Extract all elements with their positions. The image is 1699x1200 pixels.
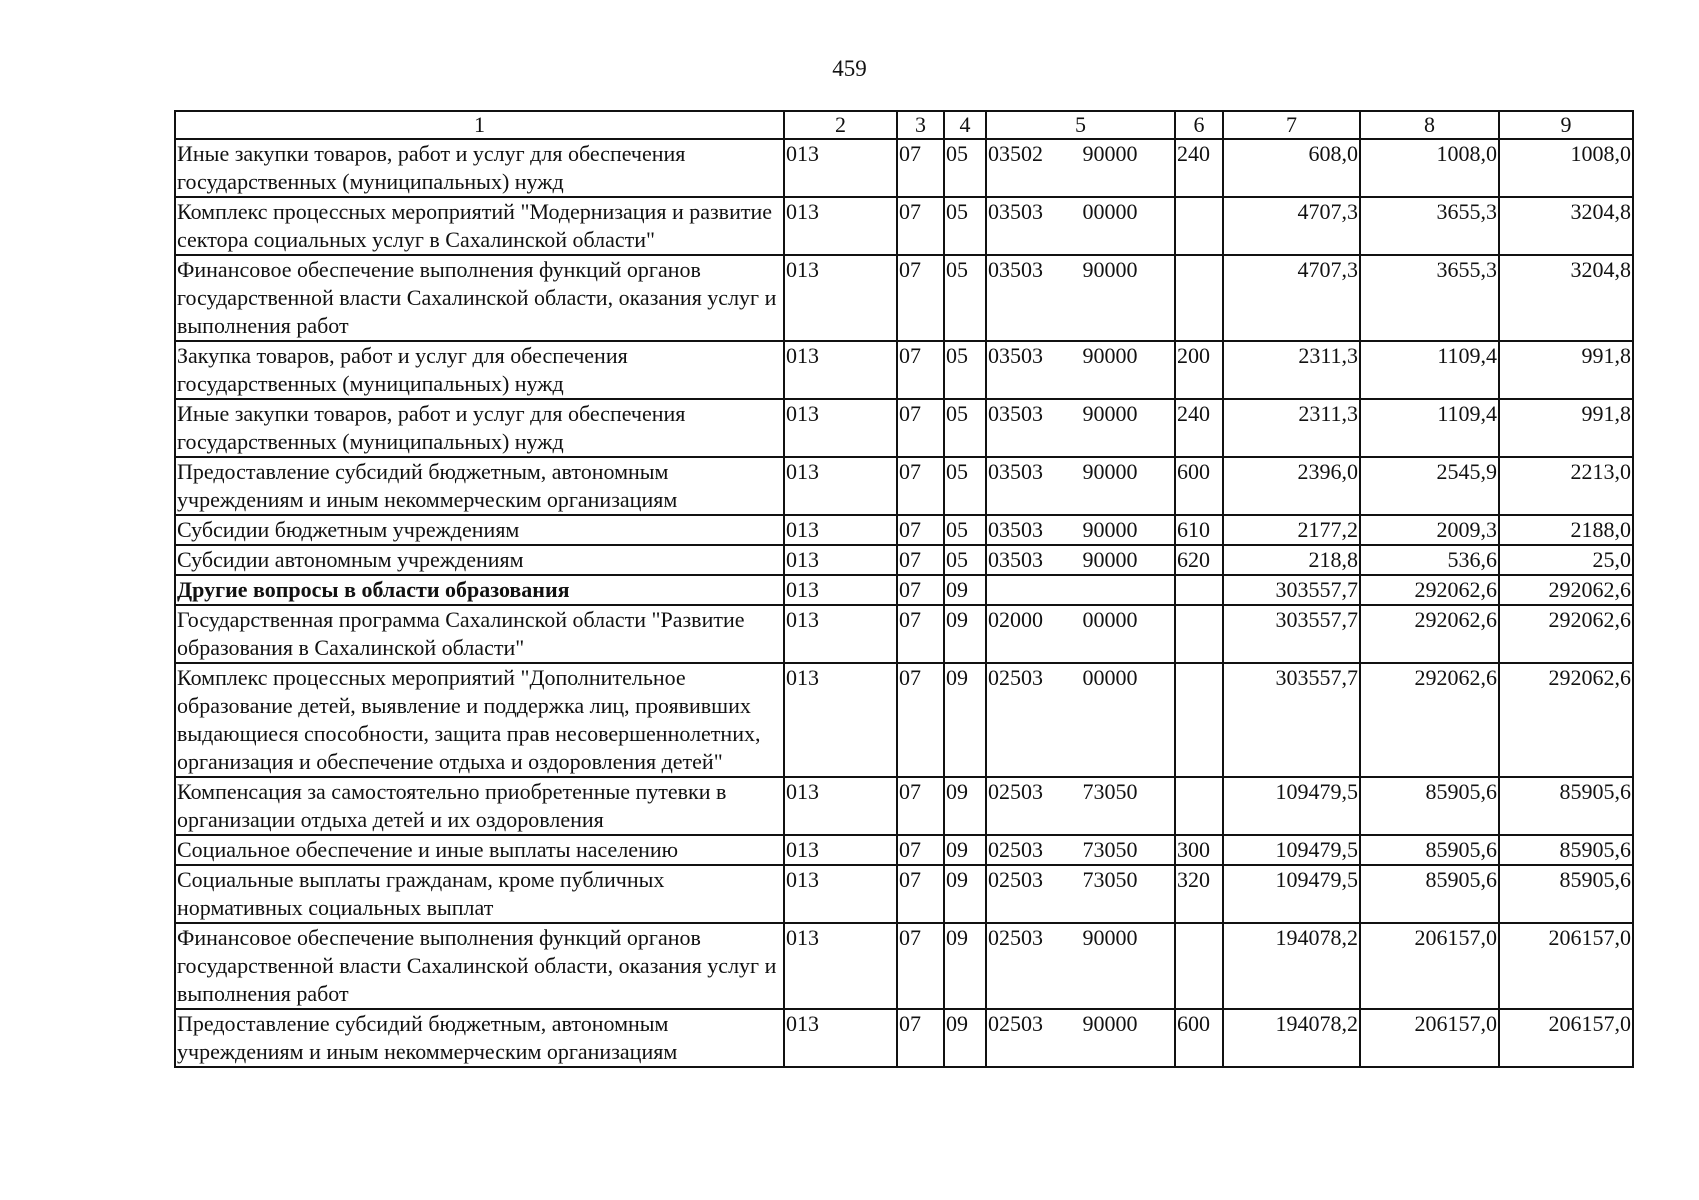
amount-year-2: 206157,0: [1360, 923, 1499, 1009]
code-section: 07: [897, 777, 944, 835]
column-number-row: [175, 111, 1633, 139]
target-article-direction: 90000: [1082, 141, 1138, 166]
row-description: Предоставление субсидий бюджетным, автономным учреждениям и иным некоммерческим организациям: [175, 457, 784, 515]
code-section: 07: [897, 835, 944, 865]
code-subsection: 09: [944, 1009, 986, 1067]
code-expense-type: 620: [1175, 545, 1223, 575]
amount-year-3: 3204,8: [1499, 197, 1633, 255]
code-section: 07: [897, 865, 944, 923]
target-article-direction: 73050: [1082, 837, 1138, 862]
amount-year-2: 1109,4: [1360, 399, 1499, 457]
target-article-program: 02503: [988, 1011, 1043, 1036]
code-expense-type: [1175, 255, 1223, 341]
target-article-program: 03503: [988, 459, 1043, 484]
code-target-article: [986, 835, 1175, 865]
code-section: 07: [897, 255, 944, 341]
amount-year-2: 3655,3: [1360, 197, 1499, 255]
amount-year-2: 85905,6: [1360, 865, 1499, 923]
amount-year-3: 85905,6: [1499, 865, 1633, 923]
table-row: [175, 923, 1633, 1009]
target-article-direction: 00000: [1082, 607, 1138, 632]
amount-year-1: 303557,7: [1223, 575, 1360, 605]
amount-year-1: 2396,0: [1223, 457, 1360, 515]
target-article-program: 02503: [988, 665, 1043, 690]
amount-year-1: 109479,5: [1223, 835, 1360, 865]
budget-table: [174, 110, 1634, 1068]
code-subsection: 05: [944, 457, 986, 515]
amount-year-2: 2009,3: [1360, 515, 1499, 545]
target-article-direction: 00000: [1082, 199, 1138, 224]
row-description: Иные закупки товаров, работ и услуг для обеспечения государственных (муниципальных) нужд: [175, 399, 784, 457]
code-expense-type: 320: [1175, 865, 1223, 923]
code-section: 07: [897, 399, 944, 457]
amount-year-3: 206157,0: [1499, 923, 1633, 1009]
target-article-program: 02503: [988, 779, 1043, 804]
amount-year-2: 206157,0: [1360, 1009, 1499, 1067]
code-expense-type: [1175, 197, 1223, 255]
code-section: 07: [897, 139, 944, 197]
table-row: [175, 865, 1633, 923]
target-article-direction: 00000: [1082, 665, 1138, 690]
code-admin: 013: [784, 777, 897, 835]
code-admin: 013: [784, 197, 897, 255]
amount-year-3: 85905,6: [1499, 835, 1633, 865]
code-subsection: 05: [944, 341, 986, 399]
amount-year-1: 109479,5: [1223, 777, 1360, 835]
code-admin: 013: [784, 605, 897, 663]
row-description: Субсидии бюджетным учреждениям: [175, 515, 784, 545]
table-row: [175, 777, 1633, 835]
amount-year-3: 206157,0: [1499, 1009, 1633, 1067]
table-row: [175, 457, 1633, 515]
code-target-article: [986, 605, 1175, 663]
table-row: [175, 515, 1633, 545]
column-header: 3: [897, 111, 944, 139]
code-subsection: 05: [944, 197, 986, 255]
code-target-article: [986, 1009, 1175, 1067]
amount-year-1: 303557,7: [1223, 663, 1360, 777]
code-subsection: 05: [944, 255, 986, 341]
amount-year-3: 3204,8: [1499, 255, 1633, 341]
amount-year-1: 218,8: [1223, 545, 1360, 575]
code-admin: 013: [784, 1009, 897, 1067]
table-row: [175, 139, 1633, 197]
row-description: Иные закупки товаров, работ и услуг для обеспечения государственных (муниципальных) нужд: [175, 139, 784, 197]
row-description: Субсидии автономным учреждениям: [175, 545, 784, 575]
code-section: 07: [897, 663, 944, 777]
code-target-article: [986, 865, 1175, 923]
amount-year-2: 536,6: [1360, 545, 1499, 575]
code-target-article: [986, 139, 1175, 197]
column-header: 1: [175, 111, 784, 139]
code-expense-type: 610: [1175, 515, 1223, 545]
amount-year-3: 85905,6: [1499, 777, 1633, 835]
column-header: 5: [986, 111, 1175, 139]
column-header: 7: [1223, 111, 1360, 139]
row-description: Государственная программа Сахалинской области "Развитие образования в Сахалинской области": [175, 605, 784, 663]
code-target-article: [986, 197, 1175, 255]
code-subsection: 05: [944, 139, 986, 197]
target-article-program: 03503: [988, 343, 1043, 368]
code-target-article: [986, 457, 1175, 515]
target-article-program: 03503: [988, 401, 1043, 426]
code-expense-type: 240: [1175, 399, 1223, 457]
code-subsection: 09: [944, 865, 986, 923]
amount-year-1: 608,0: [1223, 139, 1360, 197]
amount-year-2: 2545,9: [1360, 457, 1499, 515]
amount-year-3: 2213,0: [1499, 457, 1633, 515]
row-description: Комплекс процессных мероприятий "Дополнительное образование детей, выявление и поддержка лиц, проявивших выдающиеся способности, защита прав несовершеннолетних, организация и обеспечение отдыха и оздоровления детей": [175, 663, 784, 777]
code-subsection: 09: [944, 835, 986, 865]
code-section: 07: [897, 457, 944, 515]
target-article-direction: 90000: [1082, 343, 1138, 368]
amount-year-3: 991,8: [1499, 399, 1633, 457]
code-expense-type: [1175, 777, 1223, 835]
amount-year-1: 303557,7: [1223, 605, 1360, 663]
code-subsection: 05: [944, 515, 986, 545]
code-target-article: [986, 545, 1175, 575]
amount-year-3: 991,8: [1499, 341, 1633, 399]
amount-year-2: 85905,6: [1360, 835, 1499, 865]
table-row: [175, 545, 1633, 575]
target-article-program: 03503: [988, 199, 1043, 224]
amount-year-1: 194078,2: [1223, 1009, 1360, 1067]
code-expense-type: 600: [1175, 1009, 1223, 1067]
code-admin: 013: [784, 255, 897, 341]
code-admin: 013: [784, 457, 897, 515]
row-description: Финансовое обеспечение выполнения функций органов государственной власти Сахалинской области, оказания услуг и выполнения работ: [175, 923, 784, 1009]
code-subsection: 09: [944, 605, 986, 663]
code-subsection: 09: [944, 575, 986, 605]
code-admin: 013: [784, 139, 897, 197]
amount-year-2: 1008,0: [1360, 139, 1499, 197]
table-row: [175, 835, 1633, 865]
amount-year-1: 2177,2: [1223, 515, 1360, 545]
table-row: [175, 663, 1633, 777]
target-article-direction: 90000: [1082, 401, 1138, 426]
target-article-program: 03503: [988, 257, 1043, 282]
amount-year-1: 194078,2: [1223, 923, 1360, 1009]
column-header: 9: [1499, 111, 1633, 139]
amount-year-2: 292062,6: [1360, 605, 1499, 663]
code-expense-type: 200: [1175, 341, 1223, 399]
row-description: Финансовое обеспечение выполнения функций органов государственной власти Сахалинской области, оказания услуг и выполнения работ: [175, 255, 784, 341]
code-section: 07: [897, 923, 944, 1009]
amount-year-3: 2188,0: [1499, 515, 1633, 545]
code-target-article: [986, 515, 1175, 545]
target-article-direction: 73050: [1082, 867, 1138, 892]
column-header: 2: [784, 111, 897, 139]
code-admin: 013: [784, 923, 897, 1009]
column-header: 6: [1175, 111, 1223, 139]
target-article-program: 02000: [988, 607, 1043, 632]
code-admin: 013: [784, 663, 897, 777]
target-article-direction: 90000: [1082, 517, 1138, 542]
amount-year-1: 4707,3: [1223, 255, 1360, 341]
target-article-direction: 73050: [1082, 779, 1138, 804]
code-admin: 013: [784, 575, 897, 605]
code-section: 07: [897, 1009, 944, 1067]
target-article-direction: 90000: [1082, 257, 1138, 282]
target-article-program: 02503: [988, 837, 1043, 862]
amount-year-2: 292062,6: [1360, 575, 1499, 605]
target-article-program: 02503: [988, 925, 1043, 950]
code-subsection: 05: [944, 545, 986, 575]
code-expense-type: 600: [1175, 457, 1223, 515]
amount-year-1: 2311,3: [1223, 399, 1360, 457]
code-subsection: 05: [944, 399, 986, 457]
amount-year-3: 1008,0: [1499, 139, 1633, 197]
table-row: [175, 255, 1633, 341]
row-description: Социальные выплаты гражданам, кроме публичных нормативных социальных выплат: [175, 865, 784, 923]
amount-year-1: 2311,3: [1223, 341, 1360, 399]
amount-year-3: 292062,6: [1499, 575, 1633, 605]
amount-year-2: 85905,6: [1360, 777, 1499, 835]
code-subsection: 09: [944, 663, 986, 777]
code-expense-type: [1175, 575, 1223, 605]
code-section: 07: [897, 545, 944, 575]
target-article-program: 03503: [988, 547, 1043, 572]
code-admin: 013: [784, 865, 897, 923]
target-article-direction: 90000: [1082, 925, 1138, 950]
target-article-direction: 90000: [1082, 547, 1138, 572]
table-row: [175, 197, 1633, 255]
code-section: 07: [897, 197, 944, 255]
target-article-direction: 90000: [1082, 459, 1138, 484]
page-number: 459: [832, 56, 867, 81]
amount-year-2: 3655,3: [1360, 255, 1499, 341]
code-section: 07: [897, 605, 944, 663]
target-article-program: 03502: [988, 141, 1043, 166]
code-expense-type: [1175, 663, 1223, 777]
code-target-article: [986, 399, 1175, 457]
code-admin: 013: [784, 545, 897, 575]
code-subsection: 09: [944, 923, 986, 1009]
code-admin: 013: [784, 399, 897, 457]
table-body: [175, 139, 1633, 1067]
code-section: 07: [897, 341, 944, 399]
code-admin: 013: [784, 515, 897, 545]
table-row: [175, 575, 1633, 605]
row-description: Закупка товаров, работ и услуг для обеспечения государственных (муниципальных) нужд: [175, 341, 784, 399]
amount-year-3: 292062,6: [1499, 605, 1633, 663]
table-row: [175, 605, 1633, 663]
target-article-program: 03503: [988, 517, 1043, 542]
column-header: 4: [944, 111, 986, 139]
code-target-article: [986, 341, 1175, 399]
code-admin: 013: [784, 341, 897, 399]
target-article-program: 02503: [988, 867, 1043, 892]
code-target-article: [986, 663, 1175, 777]
code-target-article: [986, 777, 1175, 835]
code-target-article: [986, 575, 1175, 605]
code-target-article: [986, 923, 1175, 1009]
table-row: [175, 1009, 1633, 1067]
table-row: [175, 341, 1633, 399]
code-section: 07: [897, 575, 944, 605]
amount-year-1: 4707,3: [1223, 197, 1360, 255]
code-admin: 013: [784, 835, 897, 865]
amount-year-3: 25,0: [1499, 545, 1633, 575]
code-subsection: 09: [944, 777, 986, 835]
target-article-direction: 90000: [1082, 1011, 1138, 1036]
amount-year-3: 292062,6: [1499, 663, 1633, 777]
column-header: 8: [1360, 111, 1499, 139]
table-row: [175, 399, 1633, 457]
row-description: Предоставление субсидий бюджетным, автономным учреждениям и иным некоммерческим организациям: [175, 1009, 784, 1067]
amount-year-2: 292062,6: [1360, 663, 1499, 777]
row-description: Социальное обеспечение и иные выплаты населению: [175, 835, 784, 865]
code-target-article: [986, 255, 1175, 341]
code-expense-type: 240: [1175, 139, 1223, 197]
amount-year-1: 109479,5: [1223, 865, 1360, 923]
amount-year-2: 1109,4: [1360, 341, 1499, 399]
code-expense-type: [1175, 605, 1223, 663]
code-expense-type: 300: [1175, 835, 1223, 865]
row-description: Комплекс процессных мероприятий "Модернизация и развитие сектора социальных услуг в Сахалинской области": [175, 197, 784, 255]
row-description: Другие вопросы в области образования: [175, 575, 784, 605]
row-description: Компенсация за самостоятельно приобретенные путевки в организации отдыха детей и их оздоровления: [175, 777, 784, 835]
code-expense-type: [1175, 923, 1223, 1009]
code-section: 07: [897, 515, 944, 545]
